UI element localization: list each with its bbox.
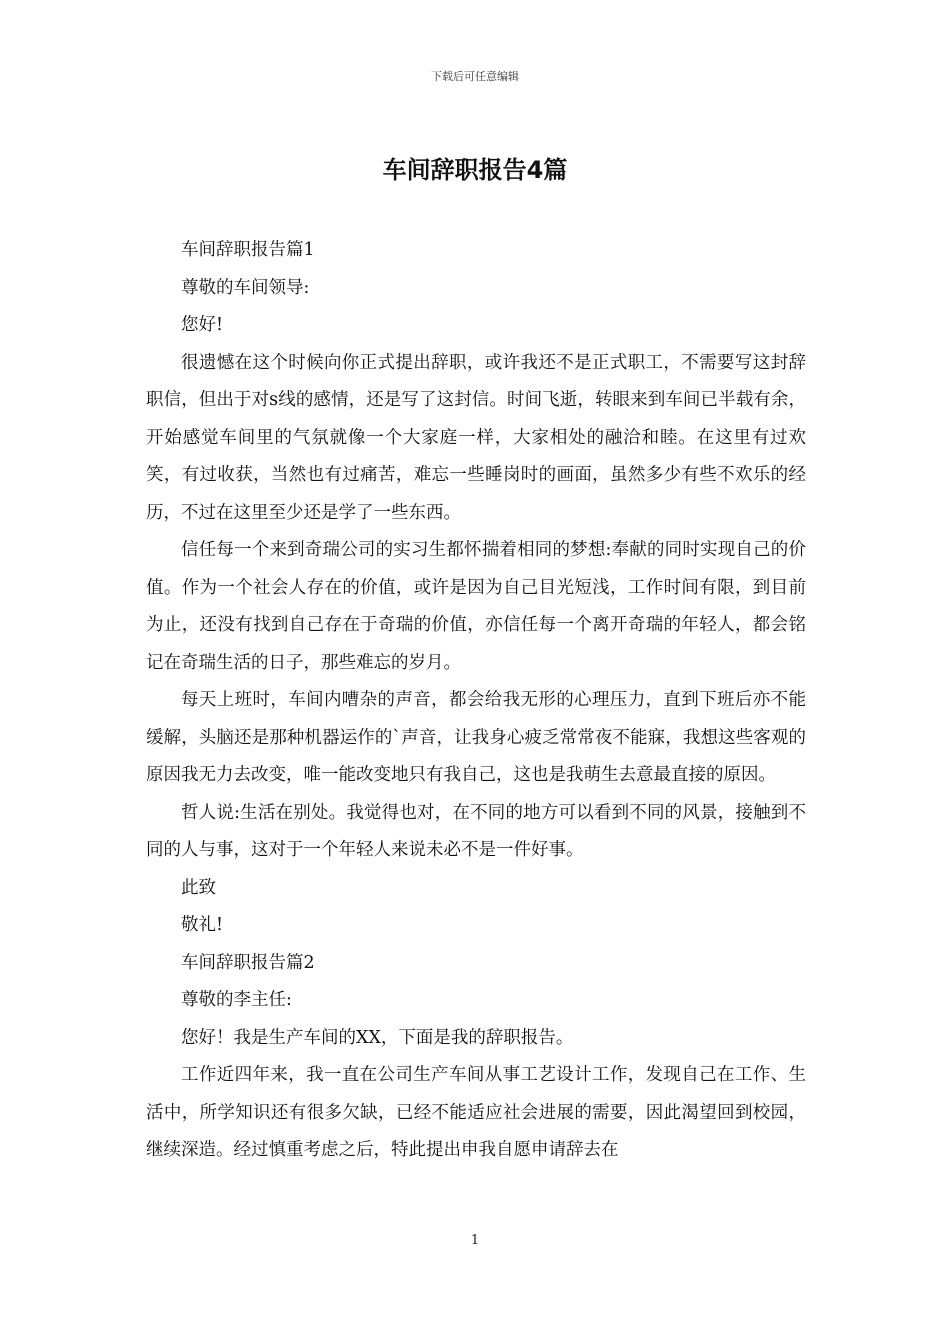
closing-regards: 敬礼! <box>181 915 224 935</box>
section-heading-1: 车间辞职报告篇1 <box>181 240 315 260</box>
salutation: 尊敬的车间领导: <box>181 277 310 298</box>
body-paragraph: 工作近四年来，我一直在公司生产车间从事工艺设计工作，发现自己在工作、生活中，所学知识还有很多欠缺，已经不能适应社会进展的需要，因此渴望回到校园，继续深造。经过慎重考虑之后，特此提出申我自愿申请辞去在 <box>146 1065 806 1160</box>
closing-line: 此致 <box>181 877 216 898</box>
page-header-note: 下载后可任意编辑 <box>431 70 519 83</box>
body-paragraph: 每天上班时，车间内嘈杂的声音，都会给我无形的心理压力，直到下班后亦不能缓解，头脑还是那种机器运作的`声音，让我身心疲乏常常夜不能寐，我想这些客观的原因我无力去改变，唯一能改变地只有我自己，这也是我萌生去意最直接的原因。 <box>146 690 806 785</box>
document-body <box>146 232 806 1170</box>
greeting: 您好! <box>181 315 224 335</box>
salutation: 尊敬的李主任: <box>181 990 292 1010</box>
page-number: 1 <box>470 1233 480 1248</box>
body-paragraph: 很遗憾在这个时候向你正式提出辞职，或许我还不是正式职工，不需要写这封辞职信，但出于对s线的感情，还是写了这封信。时间飞逝，转眼来到车间已半载有余，开始感觉车间里的气氛就像一个大家庭一样，大家相处的融洽和睦。在这里有过欢笑，有过收获，当然也有过痛苦，难忘一些睡岗时的画面，虽然多少有些不欢乐的经历，不过在这里至少还是学了一些东西。 <box>146 352 806 523</box>
body-paragraph: 信任每一个来到奇瑞公司的实习生都怀揣着相同的梦想:奉献的同时实现自己的价值。作为一个社会人存在的价值，或许是因为自己目光短浅，工作时间有限，到目前为止，还没有找到自己存在于奇瑞的价值，亦信任每一个离开奇瑞的年轻人，都会铭记在奇瑞生活的日子，那些难忘的岁月。 <box>146 540 806 673</box>
document-title: 车间辞职报告4篇 <box>382 156 568 184</box>
greeting: 您好！我是生产车间的XX，下面是我的辞职报告。 <box>181 1027 574 1048</box>
section-heading-2: 车间辞职报告篇2 <box>181 952 315 973</box>
body-paragraph: 哲人说:生活在别处。我觉得也对，在不同的地方可以看到不同的风景，接触到不同的人与事，这对于一个年轻人来说未必不是一件好事。 <box>146 802 806 860</box>
